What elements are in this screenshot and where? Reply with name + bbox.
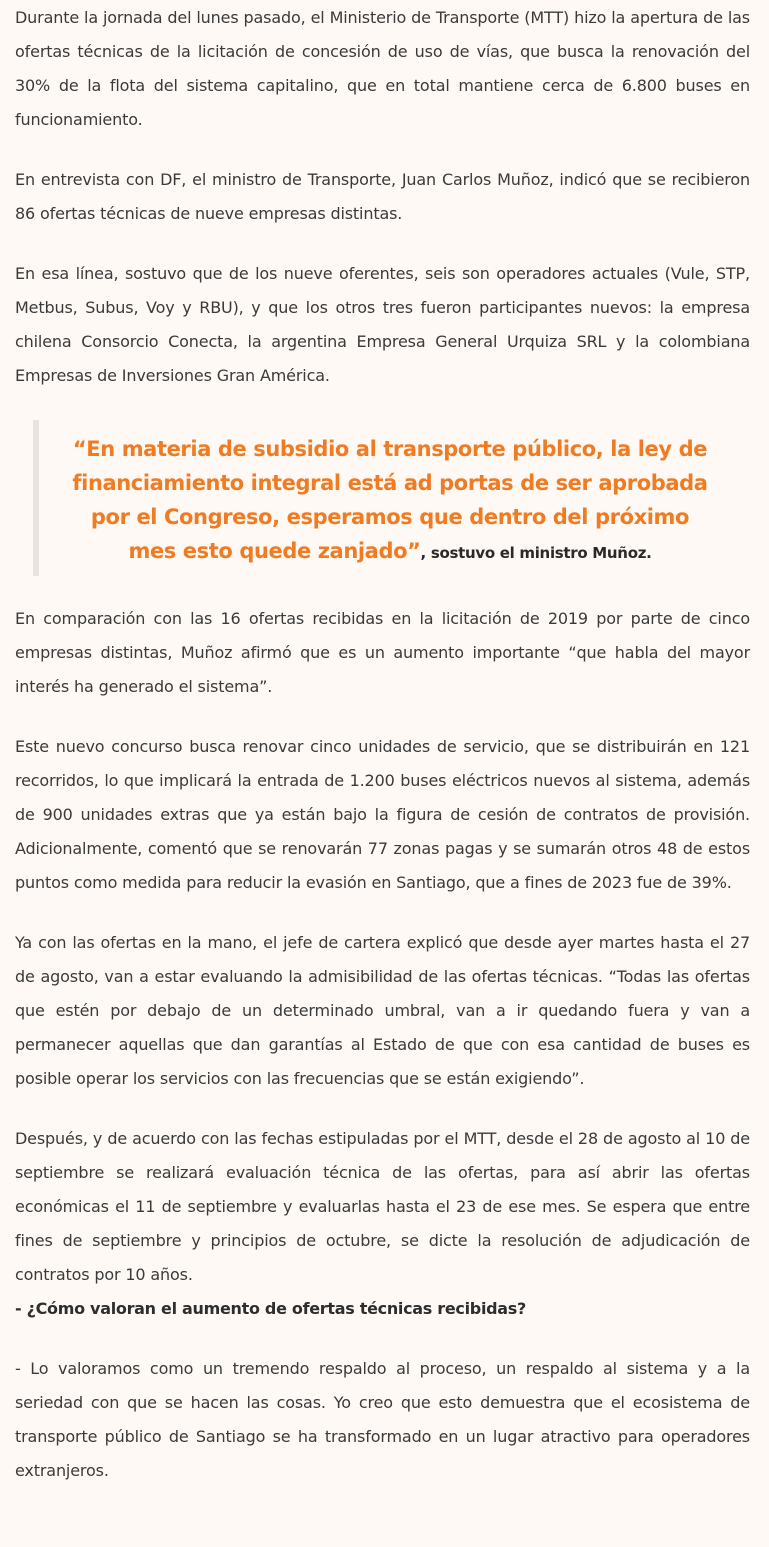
article-body: [15, 0, 750, 1488]
pull-quote-attribution: , sostuvo el ministro Muñoz.: [420, 544, 652, 562]
paragraph-2: En entrevista con DF, el ministro de Transporte, Juan Carlos Muñoz, indicó que se recibieron 86 ofertas técnicas de nueve empresas distintas.: [15, 170, 750, 223]
paragraph-1: Durante la jornada del lunes pasado, el Ministerio de Transporte (MTT) hizo la apertura de las ofertas técnicas de la licitación de concesión de uso de vías, que busca la renovación del 30% de la flota del sistema capitalino, que en total mantiene cerca de 6.800 buses en funcionamiento.: [15, 8, 750, 129]
paragraph-4: En comparación con las 16 ofertas recibidas en la licitación de 2019 por parte de cinco empresas distintas, Muñoz afirmó que es un aumento importante “que habla del mayor interés ha generado el sistema”.: [15, 609, 750, 696]
paragraph-3: En esa línea, sostuvo que de los nueve oferentes, seis son operadores actuales (Vule, STP, Metbus, Subus, Voy y RBU), y que los otros tres fueron participantes nuevos: la empresa chilena Consorcio Conecta, la argentina Empresa General Urquiza SRL y la colombiana Empresas de Inversiones Gran América.: [15, 264, 750, 385]
interview-answer: - Lo valoramos como un tremendo respaldo al proceso, un respaldo al sistema y a la seriedad con que se hacen las cosas. Yo creo que esto demuestra que el ecosistema de transporte público de Santiago se ha transformado en un lugar atractivo para operadores extranjeros.: [15, 1359, 750, 1480]
interview-question: - ¿Cómo valoran el aumento de ofertas técnicas recibidas?: [15, 1299, 526, 1318]
paragraph-6: Ya con las ofertas en la mano, el jefe de cartera explicó que desde ayer martes hasta el 27 de agosto, van a estar evaluando la admisibilidad de las ofertas técnicas. “Todas las ofertas que estén por debajo de un determinado umbral, van a ir quedando fuera y van a permanecer aquellas que dan garantías al Estado de que con esa cantidad de buses es posible operar los servicios con las frecuencias que se están exigiendo”.: [15, 933, 750, 1088]
paragraph-5: Este nuevo concurso busca renovar cinco unidades de servicio, que se distribuirán en 121 recorridos, lo que implicará la entrada de 1.200 buses eléctricos nuevos al sistema, además de 900 unidades extras que ya están bajo la figura de cesión de contratos de provisión. Adicionalmente, comentó que se renovarán 77 zonas pagas y se sumarán otros 48 de estos puntos como medida para reducir la evasión en Santiago, que a fines de 2023 fue de 39%.: [15, 737, 750, 892]
pull-quote: [33, 420, 721, 576]
pull-quote-text: “En materia de subsidio al transporte público, la ley de financiamiento integral está ad portas de ser aprobada por el Congreso, esperamos que dentro del próximo mes esto quede zanjado”: [72, 437, 708, 563]
paragraph-7: Después, y de acuerdo con las fechas estipuladas por el MTT, desde el 28 de agosto al 10 de septiembre se realizará evaluación técnica de las ofertas, para así abrir las ofertas económicas el 11 de septiembre y evaluarlas hasta el 23 de ese mes. Se espera que entre fines de septiembre y principios de octubre, se dicte la resolución de adjudicación de contratos por 10 años.: [15, 1129, 750, 1284]
